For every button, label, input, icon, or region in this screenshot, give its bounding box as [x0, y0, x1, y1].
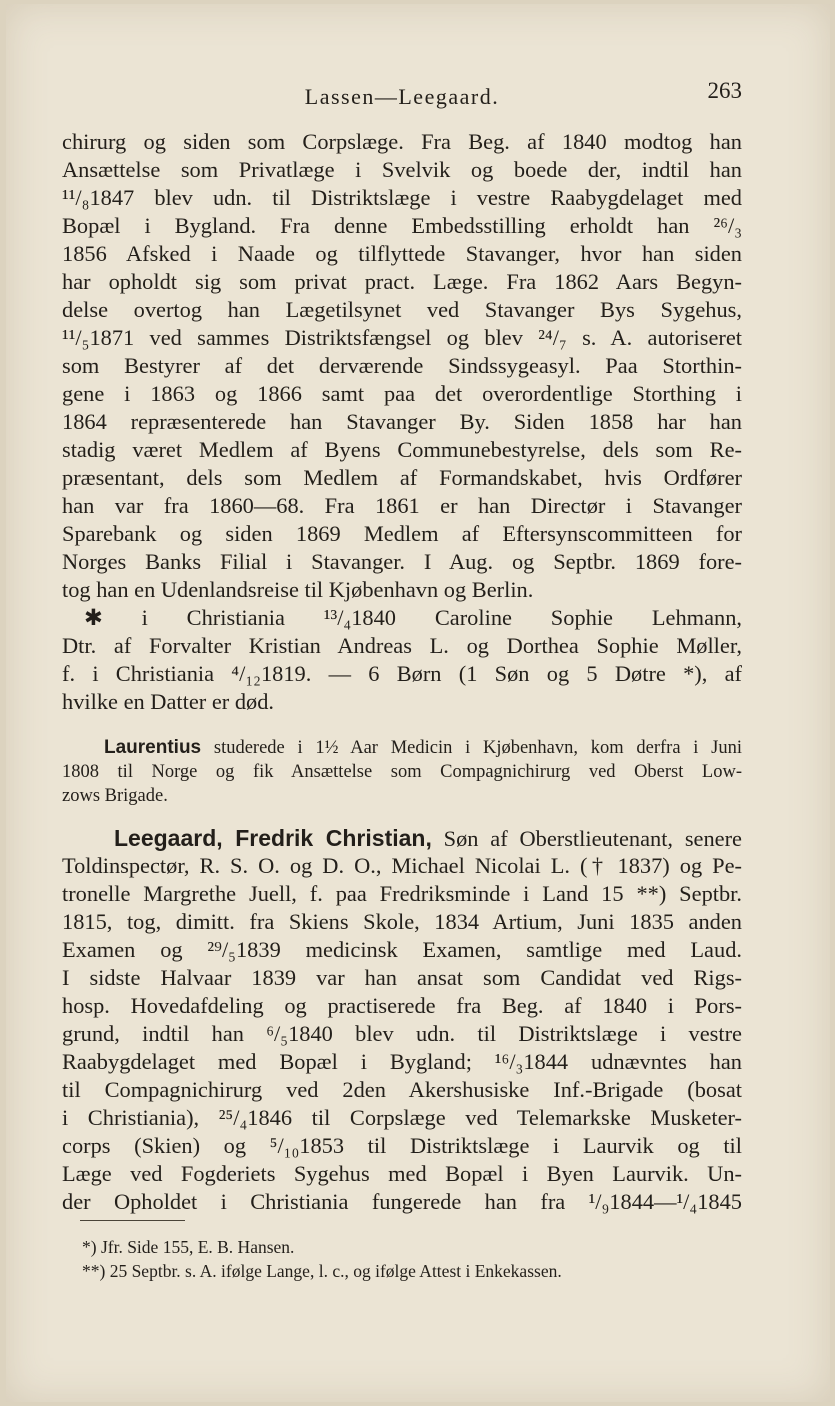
text-line: i Christiania), ²⁵/₄1846 til Corpslæge ved Telemarkske Musketer-: [62, 1105, 742, 1130]
text-line: ¹¹/₈1847 blev udn. til Distriktslæge i vestre Raabygdelaget med: [62, 185, 742, 210]
text-line: [62, 824, 742, 853]
text-line: 1856 Afsked i Naade og tilflyttede Stavanger, hvor han siden: [62, 241, 742, 266]
text-line: Toldinspectør, R. S. O. og D. O., Michael Nicolai L. († 1837) og Pe-: [62, 853, 742, 878]
text-line: Sparebank og siden 1869 Medlem af Eftersynscommitteen for: [62, 521, 742, 546]
running-head-title: Lassen—Leegaard.: [304, 84, 500, 109]
text-line: tronelle Margrethe Juell, f. paa Fredriksminde i Land 15 **) Septbr.: [62, 881, 742, 906]
text-line: tog han en Udenlandsreise til Kjøbenhavn og Berlin.: [62, 577, 534, 602]
text-line: Raabygdelaget med Bopæl i Bygland; ¹⁶/₃1844 udnævntes han: [62, 1049, 742, 1074]
text-line: Ansættelse som Privatlæge i Svelvik og boede der, indtil han: [62, 157, 742, 182]
entry-name: Laurentius: [104, 737, 202, 758]
text-line: hvilke en Datter er død.: [62, 689, 275, 714]
running-head: [62, 78, 742, 112]
text-line: der Opholdet i Christiania fungerede han fra ¹/₉1844—¹/₄1845: [62, 1189, 742, 1214]
footnote: **) 25 Septbr. s. A. ifølge Lange, l. c., og ifølge Attest i Enkekassen.: [82, 1261, 562, 1281]
text-line: præsentant, dels som Medlem af Formandskabet, hvis Ordfører: [62, 465, 742, 490]
text-line: stadig været Medlem af Byens Communebestyrelse, dels som Re-: [62, 437, 742, 462]
entry-heading: Leegaard, Fredrik Christian,: [114, 825, 432, 851]
text-line: gene i 1863 og 1866 samt paa det overordentlige Storthing i: [62, 381, 742, 406]
text-line: zows Brigade.: [62, 786, 168, 806]
footnote: *) Jfr. Side 155, E. B. Hansen.: [82, 1237, 295, 1257]
text-line: delse overtog han Lægetilsynet ved Stavanger Bys Sygehus,: [62, 297, 742, 322]
text-line: Læge ved Fogderiets Sygehus med Bopæl i Byen Laurvik. Un-: [62, 1161, 742, 1186]
text-line: chirurg og siden som Corpslæge. Fra Beg. af 1840 modtog han: [62, 129, 742, 154]
text-line: [62, 736, 742, 760]
marriage-line: ✱ i Christiania ¹³/₄1840 Caroline Sophie Lehmann,: [84, 605, 742, 630]
entry-text: studerede i 1½ Aar Medicin i Kjøbenhavn, kom derfra i Juni: [213, 738, 742, 758]
text-line: som Bestyrer af det derværende Sindssygeasyl. Paa Storthin-: [62, 353, 742, 378]
text-line: grund, indtil han ⁶/₅1840 blev udn. til Distriktslæge i vestre: [62, 1021, 742, 1046]
text-line: hosp. Hovedafdeling og practiserede fra Beg. af 1840 i Pors-: [62, 993, 742, 1018]
text-line: ¹¹/₅1871 ved sammes Distriktsfængsel og blev ²⁴/₇ s. A. autoriseret: [62, 325, 742, 350]
entry-text: Søn af Oberstlieutenant, senere: [443, 826, 742, 851]
footnote-divider: [80, 1220, 185, 1221]
text-line: Examen og ²⁹/₅1839 medicinsk Examen, samtlige med Laud.: [62, 937, 742, 962]
text-line: han var fra 1860—68. Fra 1861 er han Directør i Stavanger: [62, 493, 742, 518]
text-line: Bopæl i Bygland. Fra denne Embedsstilling erholdt han ²⁶/₃: [62, 213, 742, 238]
text-line: f. i Christiania ⁴/₁₂1819. — 6 Børn (1 Søn og 5 Døtre *), af: [62, 661, 742, 686]
text-line: Dtr. af Forvalter Kristian Andreas L. og Dorthea Sophie Møller,: [62, 633, 742, 658]
page-number: 263: [707, 78, 742, 103]
text-line: Norges Banks Filial i Stavanger. I Aug. og Septbr. 1869 fore-: [62, 549, 742, 574]
text-line: 1815, tog, dimitt. fra Skiens Skole, 1834 Artium, Juni 1835 anden: [62, 909, 742, 934]
text-line: 1864 repræsenterede han Stavanger By. Siden 1858 har han: [62, 409, 742, 434]
text-line: til Compagnichirurg ved 2den Akershusiske Inf.-Brigade (bosat: [62, 1077, 742, 1102]
text-line: I sidste Halvaar 1839 var han ansat som Candidat ved Rigs-: [62, 965, 742, 990]
text-line: 1808 til Norge og fik Ansættelse som Compagnichirurg ved Oberst Low-: [62, 762, 742, 782]
text-line: corps (Skien) og ⁵/₁₀1853 til Distriktslæge i Laurvik og til: [62, 1133, 742, 1158]
text-line: har opholdt sig som privat pract. Læge. Fra 1862 Aars Begyn-: [62, 269, 742, 294]
